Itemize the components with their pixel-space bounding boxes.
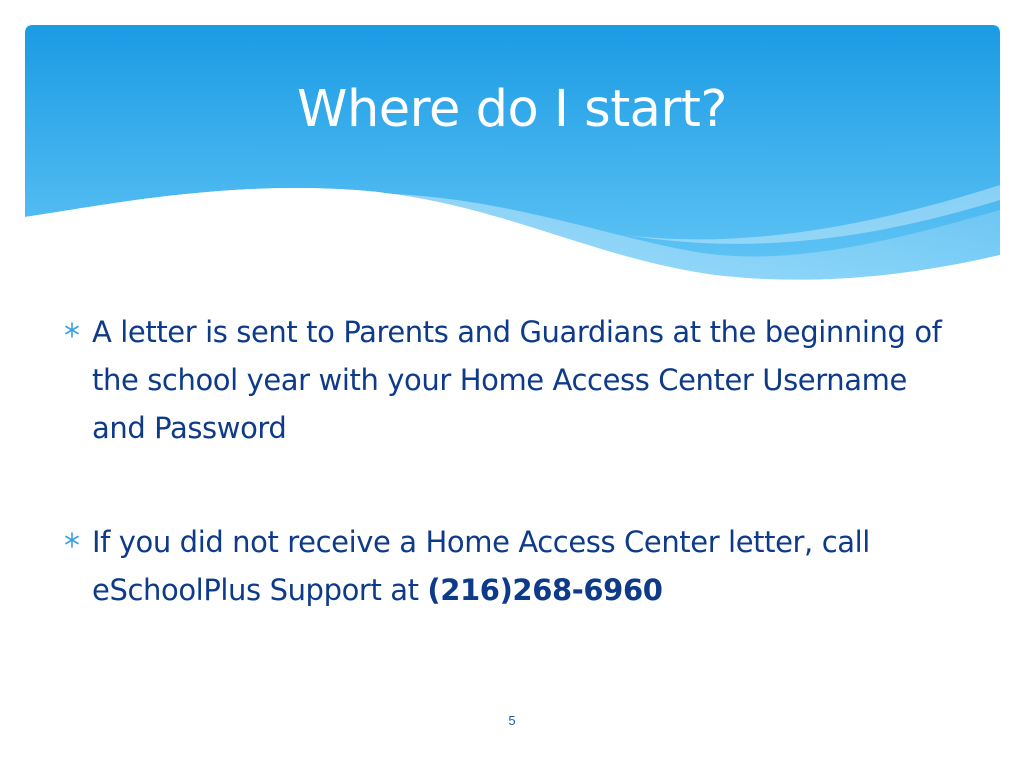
page-number: 5: [508, 713, 516, 728]
bullet-text: If you did not receive a Home Access Center letter, call eSchoolPlus Support at: [92, 525, 870, 607]
header-banner: [25, 25, 1000, 285]
bullet-text: A letter is sent to Parents and Guardians at the beginning of the school year with your Home Access Center Username and Password: [92, 315, 942, 445]
support-phone-number: (216)268-6960: [427, 573, 663, 607]
bullet-item: [62, 518, 962, 614]
header-wave-graphic: [25, 25, 1000, 285]
asterisk-bullet-icon: [62, 530, 82, 550]
bullet-list: [62, 308, 962, 614]
slide-title: Where do I start?: [297, 80, 727, 139]
bullet-item: [62, 308, 962, 452]
asterisk-bullet-icon: [62, 320, 82, 340]
